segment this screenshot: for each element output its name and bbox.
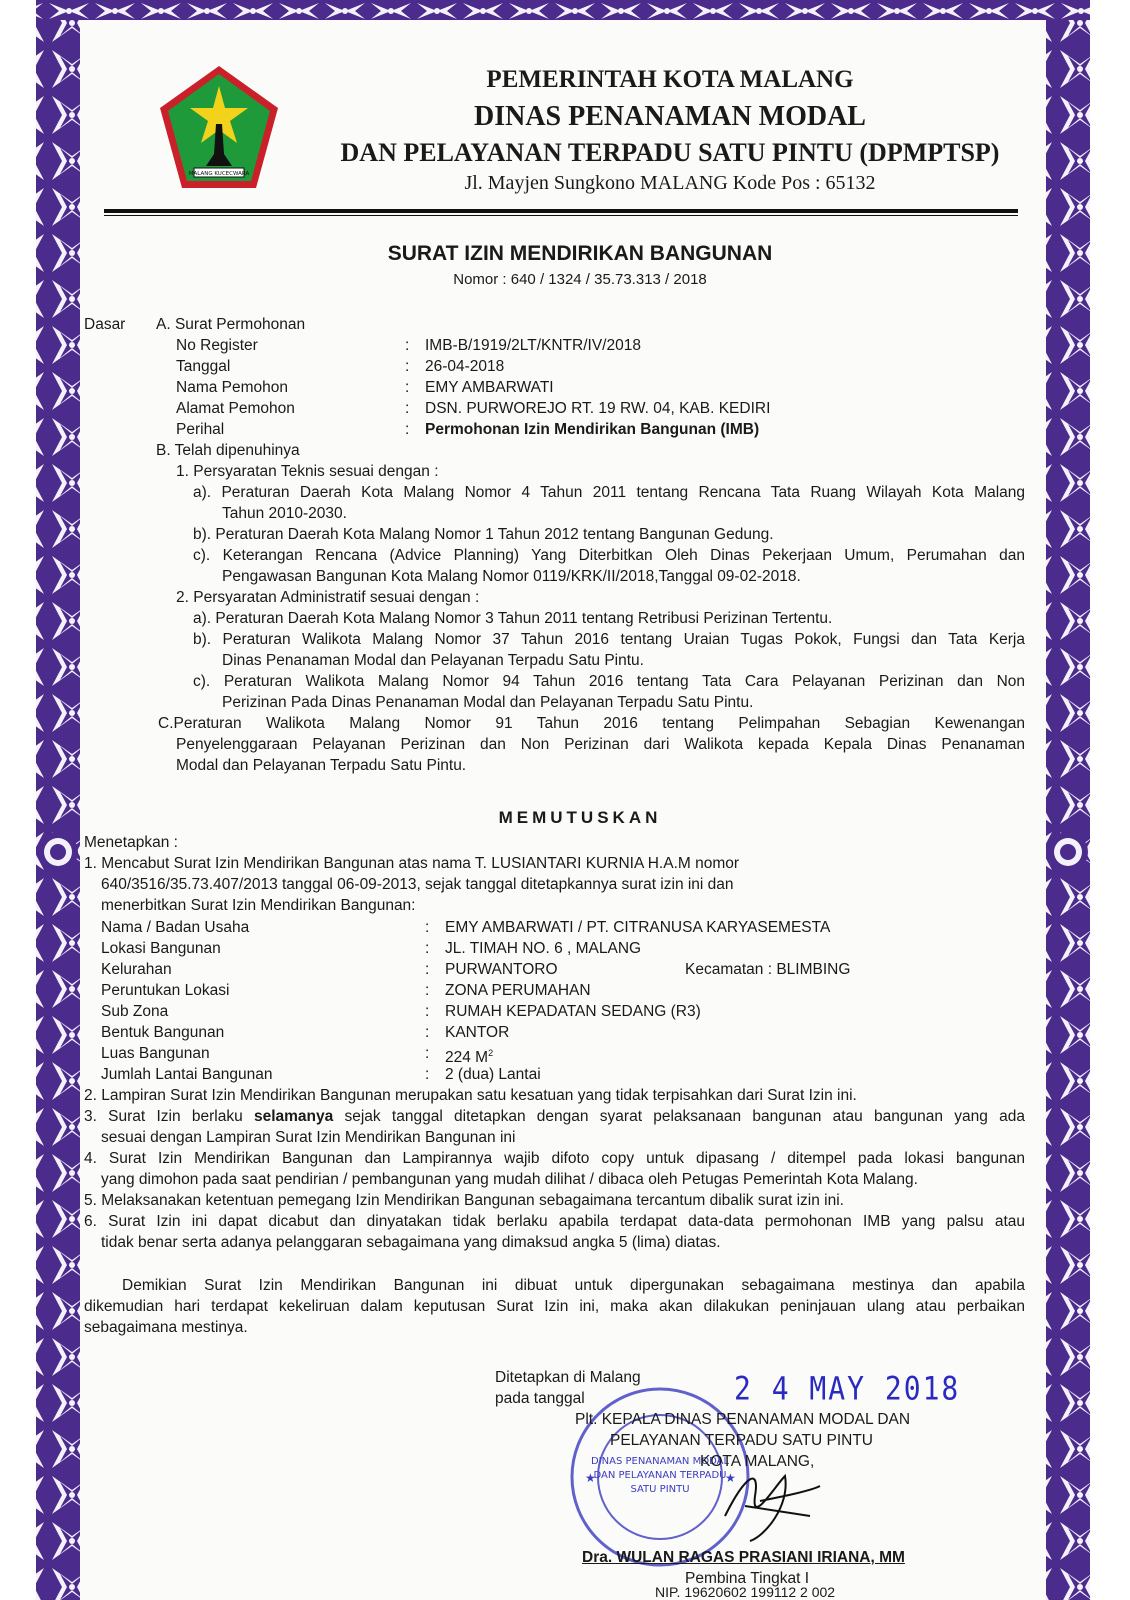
closing-line3: sebagaimana mestinya. xyxy=(84,1319,248,1336)
b1b: b). Peraturan Daerah Kota Malang Nomor 1 Tahun 2012 tentang Bangunan Gedung. xyxy=(193,526,774,543)
b2c-line2: Perizinan Pada Dinas Penanaman Modal dan Pelayanan Terpadu Satu Pintu. xyxy=(222,694,754,711)
p3-line2: sesuai dengan Lampiran Surat Izin Mendirikan Bangunan ini xyxy=(101,1129,516,1146)
field-label: Alamat Pemohon xyxy=(176,400,295,417)
p1-line1: 1. Mencabut Surat Izin Mendirikan Bangunan atas nama T. LUSIANTARI KURNIA H.A.M nomor xyxy=(84,855,740,872)
header-agency-line1: DINAS PENANAMAN MODAL xyxy=(474,101,866,132)
p1-line3: menerbitkan Surat Izin Mendirikan Bangunan: xyxy=(101,897,416,914)
p1-line2: 640/3516/35.73.407/2013 tanggal 06-09-2013, sejak tanggal ditetapkannya surat izin ini dan xyxy=(101,876,734,893)
field-value: EMY AMBARWATI xyxy=(425,379,554,396)
stamp-star-icon: ★ xyxy=(585,1471,596,1485)
b2c-line1: c). Peraturan Walikota Malang Nomor 94 Tahun 2016 tentang Tata Cara Pelayanan Perizinan dan Non xyxy=(193,673,1025,690)
b2b-line2: Dinas Penanaman Modal dan Pelayanan Terpadu Satu Pintu. xyxy=(222,652,644,669)
field-label: Tanggal xyxy=(176,358,231,375)
malang-crest-logo xyxy=(158,64,280,192)
b2a: a). Peraturan Daerah Kota Malang Nomor 3 Tahun 2011 tentang Retribusi Perizinan Tertentu. xyxy=(193,610,833,627)
document-number: Nomor : 640 / 1324 / 35.73.313 / 2018 xyxy=(453,271,707,288)
p6-line1: 6. Surat Izin ini dapat dicabut dan dinyatakan tidak berlaku apabila terdapat data-data permohonan IMB yang palsu atau xyxy=(84,1213,1025,1230)
menetapkan-label: Menetapkan : xyxy=(84,834,178,851)
header-government: PEMERINTAH KOTA MALANG xyxy=(486,66,854,93)
stamp-text-3: SATU PINTU xyxy=(630,1484,690,1495)
signer-nip: NIP. 19620602 199112 2 002 xyxy=(655,1584,836,1600)
field-label: Perihal xyxy=(176,421,225,438)
p4-line2: yang dimohon pada saat pendirian / pembangunan yang mudah dilihat / dibaca oleh Petugas Pemerintah Kota Malang. xyxy=(101,1171,918,1188)
p3-text-bold: selamanya xyxy=(253,1108,334,1125)
field-value: JL. TIMAH NO. 6 , MALANG xyxy=(445,940,642,957)
stamp-text-1: DINAS PENANAMAN MODAL xyxy=(590,1456,730,1467)
b2b-line1: b). Peraturan Walikota Malang Nomor 37 Tahun 2016 tentang Uraian Tugas Pokok, Fungsi dan Tata Kerja xyxy=(193,631,1025,648)
b1c-line2: Pengawasan Bangunan Kota Malang Nomor 0119/KRK/II/2018,Tanggal 09-02-2018. xyxy=(222,568,801,585)
field-colon: : xyxy=(425,982,430,999)
p5: 5. Melaksanakan ketentuan pemegang Izin Mendirikan Bangunan sebagaimana tercantum dibalik surat izin ini. xyxy=(84,1192,844,1209)
c-line1: C.Peraturan Walikota Malang Nomor 91 Tahun 2016 tentang Pelimpahan Sebagian Kewenangan xyxy=(158,715,1025,732)
field-value: RUMAH KEPADATAN SEDANG (R3) xyxy=(445,1003,701,1020)
field-label: Jumlah Lantai Bangunan xyxy=(101,1066,273,1083)
header-agency-line2: DAN PELAYANAN TERPADU SATU PINTU (DPMPTSP) xyxy=(340,138,1000,167)
field-colon: : xyxy=(405,400,410,417)
field-value: DSN. PURWOREJO RT. 19 RW. 04, KAB. KEDIRI xyxy=(425,400,771,417)
p4-line1: 4. Surat Izin Mendirikan Bangunan dan Lampirannya wajib difoto copy untuk dipasang / ditempel pada lokasi bangunan xyxy=(84,1150,1025,1167)
field-value: 2 (dua) Lantai xyxy=(445,1066,541,1083)
document-title: SURAT IZIN MENDIRIKAN BANGUNAN xyxy=(387,242,773,265)
field-value: KANTOR xyxy=(445,1024,510,1041)
signer-role-line3: KOTA MALANG, xyxy=(700,1453,815,1470)
field-colon: : xyxy=(405,421,410,438)
field-label: Luas Bangunan xyxy=(101,1045,210,1062)
signer-rank: Pembina Tingkat I xyxy=(685,1570,810,1587)
field-label: No Register xyxy=(176,337,258,354)
p3-line1 xyxy=(84,1106,1025,1127)
field-colon: : xyxy=(425,1045,430,1062)
b1a-line2: Tahun 2010-2030. xyxy=(222,505,347,522)
field-colon: : xyxy=(425,919,430,936)
field-value: PURWANTORO xyxy=(445,961,558,978)
field-value: Permohonan Izin Mendirikan Bangunan (IMB) xyxy=(425,421,760,438)
p6-line2: tidak benar serta adanya pelanggaran sebagaimana yang dimaksud angka 5 (lima) diatas. xyxy=(101,1234,721,1251)
p3-text-a: 3. Surat Izin berlaku xyxy=(84,1108,254,1125)
field-label: Bentuk Bangunan xyxy=(101,1024,225,1041)
signature-place: Ditetapkan di Malang xyxy=(495,1369,641,1386)
field-colon: : xyxy=(405,379,410,396)
border-medallion-right xyxy=(1048,832,1088,872)
closing-line1: Demikian Surat Izin Mendirikan Bangunan ini dibuat untuk dipergunakan sebagaimana mestinya dan apabila xyxy=(122,1277,1025,1294)
field-colon: : xyxy=(425,940,430,957)
field-colon: : xyxy=(425,1024,430,1041)
field-label: Kelurahan xyxy=(101,961,172,978)
p3-text-c: sejak tanggal ditetapkan dengan syarat pelaksanaan bangunan atau bangunan yang ada xyxy=(333,1108,1025,1125)
b1a-line1: a). Peraturan Daerah Kota Malang Nomor 4 Tahun 2011 tentang Rencana Tata Ruang Wilayah Kota Malang xyxy=(193,484,1025,501)
field-value: EMY AMBARWATI / PT. CITRANUSA KARYASEMESTA xyxy=(445,919,831,936)
signature-date-label: pada tanggal xyxy=(495,1390,585,1407)
header-address: Jl. Mayjen Sungkono MALANG Kode Pos : 65132 xyxy=(464,172,876,194)
field-colon: : xyxy=(405,337,410,354)
signer-name: Dra. WULAN RAGAS PRASIANI IRIANA, MM xyxy=(582,1549,905,1566)
stamp-star-icon: ★ xyxy=(725,1471,736,1485)
dasar-label: Dasar xyxy=(84,316,126,333)
c-line2: Penyelenggaraan Pelayanan Perizinan dan Non Perizinan dari Walikota kepada Kepala Dinas Penanaman xyxy=(176,736,1025,753)
field-label: Nama Pemohon xyxy=(176,379,289,396)
signer-role-line2: PELAYANAN TERPADU SATU PINTU xyxy=(610,1432,873,1449)
luas-superscript: 2 xyxy=(488,1048,494,1058)
p2: 2. Lampiran Surat Izin Mendirikan Bangunan merupakan satu kesatuan yang tidak terpisahkan dari Surat Izin ini. xyxy=(84,1087,857,1104)
c-line3: Modal dan Pelayanan Terpadu Satu Pintu. xyxy=(176,757,467,774)
field-label: Nama / Badan Usaha xyxy=(101,919,250,936)
border-medallion-left xyxy=(38,832,78,872)
field-colon: : xyxy=(425,961,430,978)
kecamatan: Kecamatan : BLIMBING xyxy=(685,961,851,978)
header-rule-thick xyxy=(104,209,1018,213)
memutuskan-heading: MEMUTUSKAN xyxy=(498,808,662,827)
closing-line2: dikemudian hari terdapat kekeliruan dalam keputusan Surat Izin ini, maka akan dilakukan peninjauan ulang atau perbaikan xyxy=(84,1298,1025,1315)
field-colon: : xyxy=(405,358,410,375)
header-rule-thin xyxy=(104,215,1018,216)
field-value: IMB-B/1919/2LT/KNTR/IV/2018 xyxy=(425,337,641,354)
field-label: Peruntukan Lokasi xyxy=(101,982,230,999)
dasar-a-heading: A. Surat Permohonan xyxy=(156,316,306,333)
b1c-line1: c). Keterangan Rencana (Advice Planning) Yang Diterbitkan Oleh Dinas Pekerjaan Umum, Perumahan dan xyxy=(193,547,1025,564)
field-label: Lokasi Bangunan xyxy=(101,940,221,957)
field-colon: : xyxy=(425,1003,430,1020)
b2-heading: 2. Persyaratan Administratif sesuai dengan : xyxy=(176,589,480,606)
field-value: ZONA PERUMAHAN xyxy=(445,982,591,999)
b1-heading: 1. Persyaratan Teknis sesuai dengan : xyxy=(176,463,439,480)
dasar-b-heading: B. Telah dipenuhinya xyxy=(156,442,300,459)
handwritten-signature xyxy=(715,1456,825,1546)
date-stamp: 2 4 MAY 2018 xyxy=(734,1369,961,1408)
field-value: 26-04-2018 xyxy=(425,358,505,375)
field-label: Sub Zona xyxy=(101,1003,169,1020)
logo-banner-text: MALANG KUCECWARA xyxy=(188,171,250,177)
stamp-text-2: DAN PELAYANAN TERPADU xyxy=(593,1470,727,1481)
field-colon: : xyxy=(425,1066,430,1083)
luas-value: 224 M xyxy=(445,1049,489,1067)
signer-role-line1: Plt. KEPALA DINAS PENANAMAN MODAL DAN xyxy=(575,1411,911,1428)
